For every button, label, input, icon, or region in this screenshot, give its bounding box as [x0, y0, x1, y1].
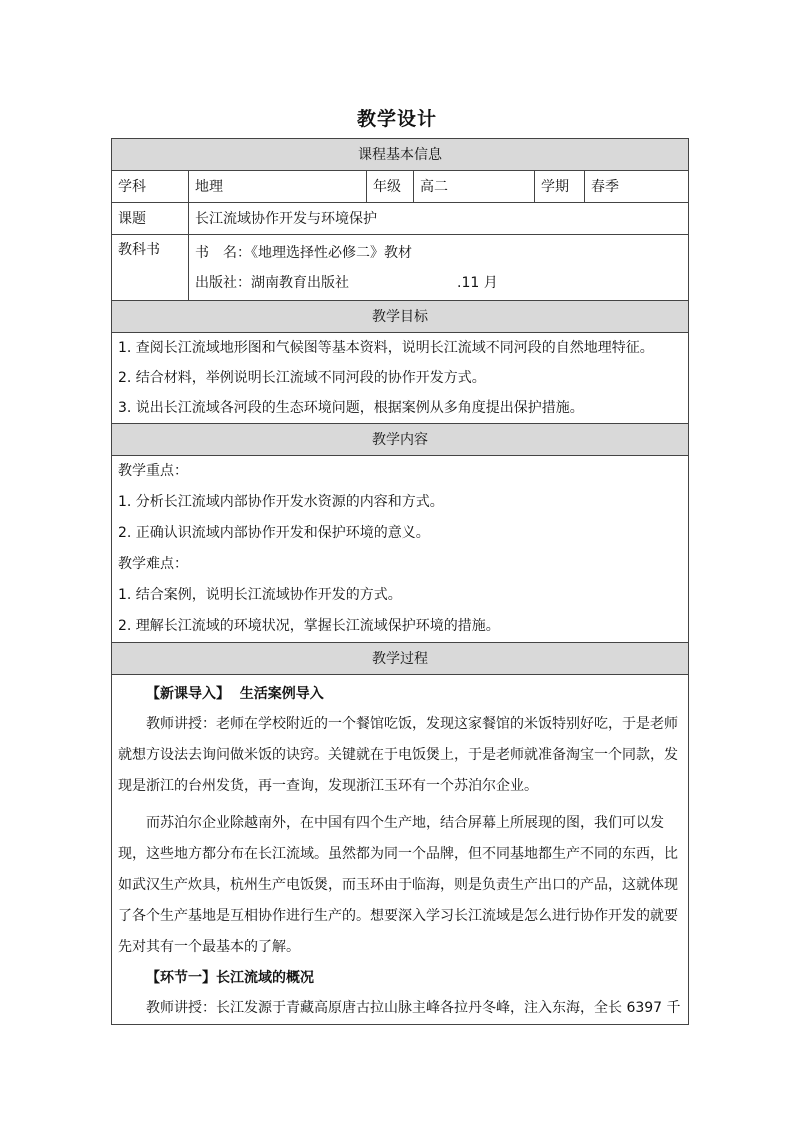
- subject-value: 地理: [189, 171, 367, 203]
- publisher-line: [195, 268, 682, 298]
- intro-heading: [118, 679, 682, 709]
- term-value: 春季: [585, 171, 689, 203]
- section-header-objectives: 教学目标: [112, 301, 689, 333]
- intro-heading-tag: 【新课导入】: [146, 686, 230, 702]
- content-body: [112, 456, 689, 643]
- process-body: [112, 675, 689, 1025]
- subject-label: 学科: [112, 171, 189, 203]
- key-points-label: 教学重点：: [118, 463, 188, 479]
- book-name-line: 书 名：《地理选择性必修二》教材: [195, 244, 412, 261]
- grade-value: 高二: [414, 171, 535, 203]
- objective-item: 3. 说出长江流域各河段的生态环境问题，根据案例从多角度提出保护措施。: [118, 400, 584, 416]
- textbook-label: 教科书: [112, 235, 189, 301]
- grade-label: 年级: [367, 171, 414, 203]
- step1-heading: [118, 963, 682, 993]
- lesson-plan-table: [111, 138, 689, 1025]
- step1-heading-tag: 【环节一】: [146, 970, 216, 986]
- section-header-process: 教学过程: [112, 643, 689, 675]
- topic-label: 课题: [112, 203, 189, 235]
- section-header-basic-info: 课程基本信息: [112, 139, 689, 171]
- document-title: 教学设计: [356, 108, 437, 130]
- difficult-point-item: 2. 理解长江流域的环境状况，掌握长江流域保护环境的措施。: [118, 618, 500, 634]
- textbook-info: [189, 235, 689, 301]
- objective-item: 2. 结合材料，举例说明长江流域不同河段的协作开发方式。: [118, 370, 486, 386]
- difficult-point-item: 1. 结合案例，说明长江流域协作开发的方式。: [118, 587, 402, 603]
- difficult-points-label: 教学难点：: [118, 556, 188, 572]
- step1-heading-text: 长江流域的概况: [216, 970, 314, 986]
- objective-item: 1. 查阅长江流域地形图和气候图等基本资料，说明长江流域不同河段的自然地理特征。: [118, 340, 654, 356]
- process-paragraph: 教师讲授：老师在学校附近的一个餐馆吃饭，发现这家餐馆的米饭特别好吃，于是老师就想方设法去询问做米饭的诀窍。关键就在于电饭煲上，于是老师就准备淘宝一个同款，发现是浙江的台州发货，再一查询，发现浙江玉环有一个苏泊尔企业。: [118, 716, 678, 794]
- key-point-item: 2. 正确认识流域内部协作开发和保护环境的意义。: [118, 525, 430, 541]
- term-label: 学期: [535, 171, 585, 203]
- key-point-item: 1. 分析长江流域内部协作开发水资源的内容和方式。: [118, 494, 444, 510]
- intro-heading-text: 生活案例导入: [230, 686, 324, 702]
- process-paragraph: 而苏泊尔企业除越南外，在中国有四个生产地，结合屏幕上所展现的图，我们可以发现，这些地方都分布在长江流域。虽然都为同一个品牌，但不同基地都生产不同的东西，比如武汉生产炊具，杭州生产电饭煲，而玉环由于临海，则是负责生产出口的产品，这就体现了各个生产基地是互相协作进行生产的。想要深入学习长江流域是怎么进行协作开发的就要先对其有一个最基本的了解。: [118, 815, 678, 955]
- section-header-content: 教学内容: [112, 424, 689, 456]
- publish-month: .11 月: [457, 274, 498, 291]
- publisher-name: 出版社：湖南教育出版社: [195, 274, 349, 291]
- topic-value: 长江流域协作开发与环境保护: [189, 203, 689, 235]
- process-paragraph: 教师讲授：长江发源于青藏高原唐古拉山脉主峰各拉丹冬峰，注入东海，全长 6397 千: [146, 1000, 681, 1016]
- objectives-list: [112, 333, 689, 424]
